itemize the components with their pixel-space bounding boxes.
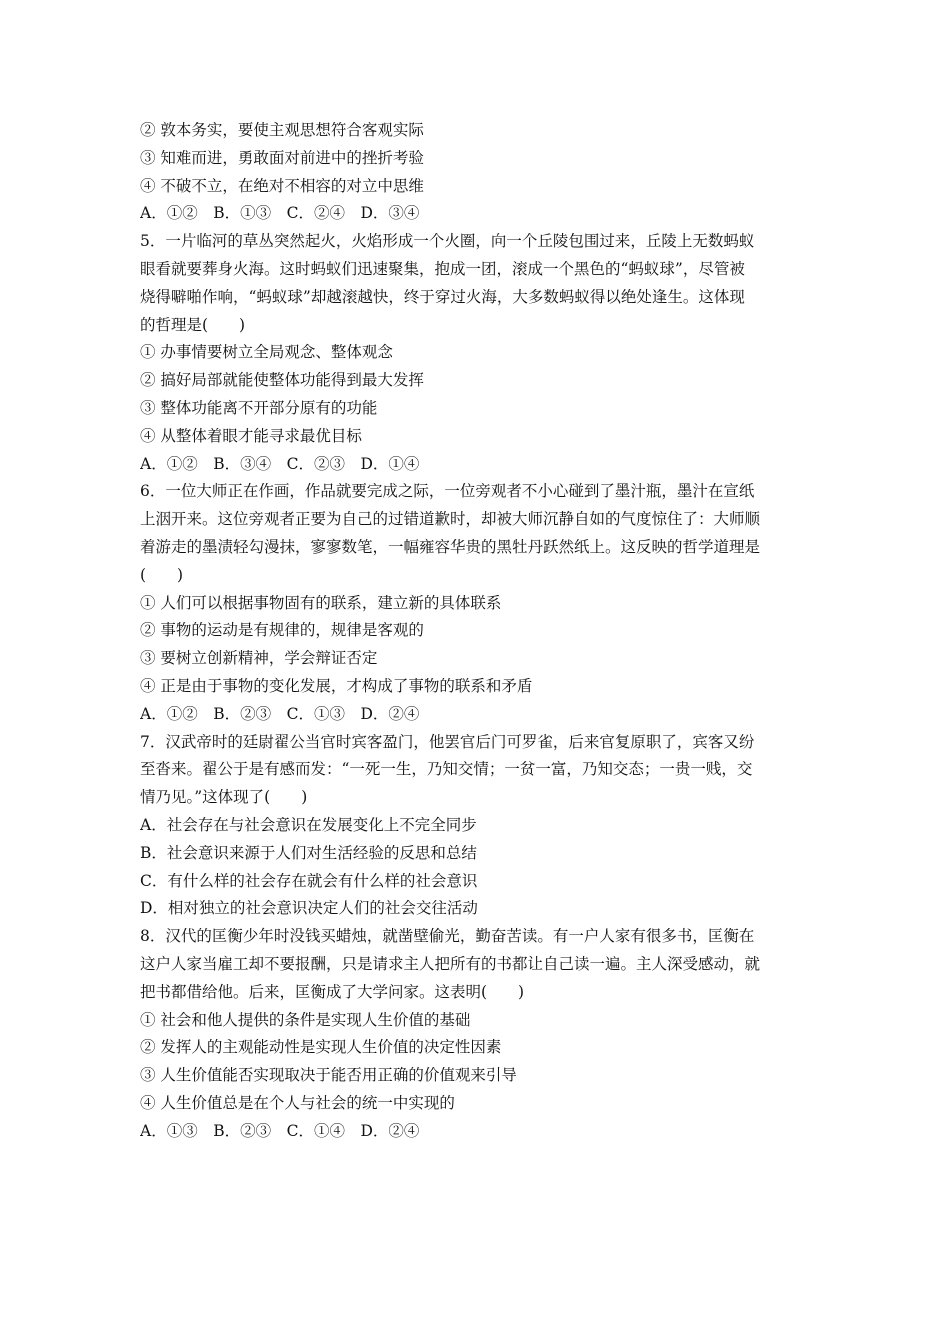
exam-page xyxy=(140,117,812,1145)
q7-option-b: B．社会意识来源于人们对生活经验的反思和总结 xyxy=(140,843,477,862)
q5-option-3: ③ 整体功能离不开部分原有的功能 xyxy=(140,398,378,417)
q7-option-a: A．社会存在与社会意识在发展变化上不完全同步 xyxy=(140,815,477,834)
q7-option-d: D．相对独立的社会意识决定人们的社会交往活动 xyxy=(140,899,478,918)
q5-stem-line: 的哲理是( ) xyxy=(140,315,246,334)
q7-stem-line: 7．汉武帝时的廷尉翟公当官时宾客盈门，他罢官后门可罗雀，后来官复原职了，宾客又纷 xyxy=(140,732,755,751)
q5-stem-line: 5．一片临河的草丛突然起火，火焰形成一个火圈，向一个丘陵包围过来，丘陵上无数蚂蚁 xyxy=(140,232,755,251)
q4-option-2: ② 敦本务实，要使主观思想符合客观实际 xyxy=(140,121,424,139)
q5-option-1: ① 办事情要树立全局观念、整体观念 xyxy=(140,343,393,362)
q5-option-2: ② 搞好局部就能使整体功能得到最大发挥 xyxy=(140,371,424,390)
q8-stem-line: 把书都借给他。后来，匡衡成了大学问家。这表明( ) xyxy=(140,982,525,1001)
q6-option-1: ① 人们可以根据事物固有的联系，建立新的具体联系 xyxy=(140,593,502,612)
q4-answer-choices: A．①② B．①③ C．②④ D．③④ xyxy=(140,204,420,223)
q6-stem-line: ( ) xyxy=(140,565,184,584)
q5-stem-line: 眼看就要葬身火海。这时蚂蚁们迅速聚集，抱成一团，滚成一个黑色的“蚂蚁球”，尽管被 xyxy=(140,259,745,278)
q6-option-2: ② 事物的运动是有规律的，规律是客观的 xyxy=(140,621,424,640)
q8-option-1: ① 社会和他人提供的条件是实现人生价值的基础 xyxy=(140,1010,471,1029)
q8-option-4: ④ 人生价值总是在个人与社会的统一中实现的 xyxy=(140,1093,455,1112)
q6-stem-line: 着游走的墨渍轻勾漫抹，寥寥数笔，一幅雍容华贵的黑牡丹跃然纸上。这反映的哲学道理是 xyxy=(140,537,761,556)
q5-stem-line: 烧得噼啪作响，“蚂蚁球”却越滚越快，终于穿过火海，大多数蚂蚁得以绝处逢生。这体现 xyxy=(140,287,745,306)
q5-option-4: ④ 从整体着眼才能寻求最优目标 xyxy=(140,426,362,445)
q8-option-3: ③ 人生价值能否实现取决于能否用正确的价值观来引导 xyxy=(140,1066,517,1085)
q8-answer-choices: A．①③ B．②③ C．①④ D．②④ xyxy=(140,1121,420,1140)
q7-stem-line: 至沓来。翟公于是有感而发：“一死一生，乃知交情；一贫一富，乃知交态；一贵一贱，交 xyxy=(140,760,753,779)
q4-option-4: ④ 不破不立，在绝对不相容的对立中思维 xyxy=(140,176,424,195)
q8-stem-line: 8．汉代的匡衡少年时没钱买蜡烛，就凿壁偷光，勤奋苦读。有一户人家有很多书，匡衡在 xyxy=(140,927,755,946)
q7-stem-line: 情乃见。”这体现了( ) xyxy=(140,788,308,807)
q6-answer-choices: A．①② B．②③ C．①③ D．②④ xyxy=(140,704,420,723)
q4-option-3: ③ 知难而进，勇敢面对前进中的挫折考验 xyxy=(140,148,424,167)
q8-option-2: ② 发挥人的主观能动性是实现人生价值的决定性因素 xyxy=(140,1038,502,1057)
q7-option-c: C．有什么样的社会存在就会有什么样的社会意识 xyxy=(140,871,478,890)
q6-stem-line: 6．一位大师正在作画，作品就要完成之际，一位旁观者不小心碰到了墨汁瓶，墨汁在宣纸 xyxy=(140,482,755,501)
q6-option-3: ③ 要树立创新精神，学会辩证否定 xyxy=(140,649,378,668)
q8-stem-line: 这户人家当雇工却不要报酬，只是请求主人把所有的书都让自己读一遍。主人深受感动，就 xyxy=(140,954,761,973)
q6-stem-line: 上洇开来。这位旁观者正要为自己的过错道歉时，却被大师沉静自如的气度惊住了：大师顺 xyxy=(140,510,761,529)
q5-answer-choices: A．①② B．③④ C．②③ D．①④ xyxy=(140,454,420,473)
q6-option-4: ④ 正是由于事物的变化发展，才构成了事物的联系和矛盾 xyxy=(140,676,533,695)
